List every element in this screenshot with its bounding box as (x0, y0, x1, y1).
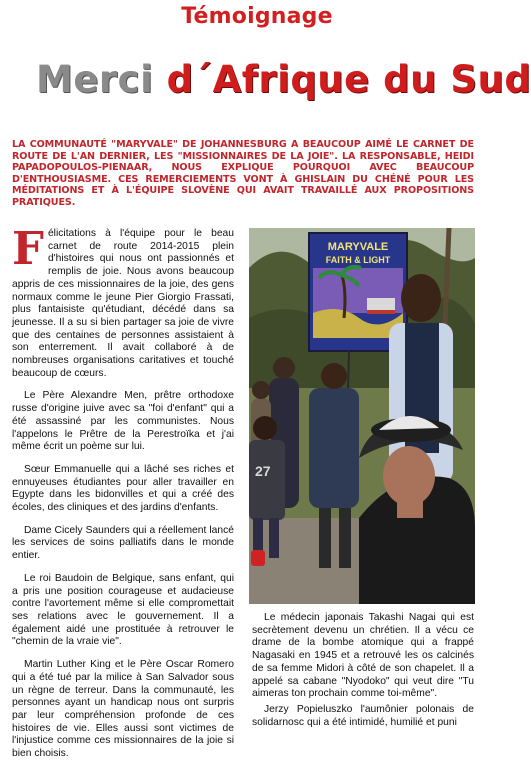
article-paragraph: Dame Cicely Saunders qui a réellement lancé les services de soins palliatifs dans le monde entier. (12, 524, 234, 562)
section-title: Témoignage (181, 4, 333, 29)
banner-line1: MARYVALE (327, 241, 389, 253)
article-title (36, 58, 531, 101)
article-paragraph: Martin Luther King et le Père Oscar Romero qui a été tué par la milice à San Salvador sous un règne de terreur. Dans la communauté, les personnes ayant un handicap nous ont surpris par leur compréhension profonde de ces histoires de vie. Elles aussi sont victimes de l'injustice comme ces missionnaires de la joie si bien choisis. (12, 659, 234, 760)
article-paragraph: Le médecin japonais Takashi Nagai qui est secrètement devenu un chrétien. Il a vécu ce drame de la bombe atomique qui a frappé Nagasaki en 1945 et a retrouvé les os calcinés de sa femme Midori à côté de son chapelet. Il a appelé sa cabane "Nyodoko" qui veut dire "Tu aimeras ton prochain comme toi-même". (252, 612, 474, 700)
title-rest: d´Afrique du Sud (166, 58, 531, 101)
article-column-right (252, 612, 474, 732)
paragraph-text: élicitations à l'équipe pour le beau carnet de route 2014-2015 plein d'histoires qui nous ont passionnés et remplis de joie. Nous avons beaucoup appris de ces missionnaires de la joie, des gens normaux comme le jeune Pier Giorgio Frassati, plus fantaisiste qu'étudiant, décédé dans sa jeunesse. Il a su si bien partager sa joie de vivre que des centaines de personnes assistaient à son enterrement. Il avait collaboré à de nombreuses organisations caritatives et touché beaucoup de cœurs. (12, 228, 234, 379)
community-photo (249, 228, 475, 604)
drop-cap: F (12, 222, 44, 275)
photo-illustration (249, 228, 475, 604)
article-paragraph: Sœur Emmanuelle qui a lâché ses riches et ennuyeuses étudiantes pour aller travailler en Egypte dans les bidonvilles et qui a créé des écoles, des cliniques et des jardins d'enfants. (12, 463, 234, 514)
article-paragraph: Jerzy Popieluszko l'aumônier polonais de solidarnosc qui a été intimidé, humilié et puni (252, 703, 474, 728)
banner-line2: FAITH & LIGHT (325, 255, 391, 265)
article-paragraph (12, 222, 234, 380)
article-paragraph: Le roi Baudoin de Belgique, sans enfant, qui a pris une position courageuse et audacieuse contre l'avortement même si elle compromettait ses relations avec le gouvernement. Il a également aidé une prostituée à retrouver le "chemin de la vraie vie". (12, 572, 234, 648)
article-paragraph: Le Père Alexandre Men, prêtre orthodoxe russe d'origine juive avec sa "foi d'enfant" qui a été assassiné par les communistes. Nous l'appelons le Prêtre de la Perestroïka et j'ai même écrit un poème sur lui. (12, 390, 234, 453)
article-column-left (12, 222, 234, 771)
svg-text:27: 27 (255, 463, 271, 479)
title-word-merci: Merci (36, 58, 154, 101)
lead-paragraph: LA COMMUNAUTÉ "MARYVALE" DE JOHANNESBURG A BEAUCOUP AIMÉ LE CARNET DE ROUTE DE L'AN DERNIER, LES "MISSIONNAIRES DE LA JOIE". LA RESPONSABLE, HEIDI PAPADOPOULOS-PIENAAR, NOUS EXPLIQUE POURQUOI AVEC BEAUCOUP D'ENTHOUSIASME. CES REMERCIEMENTS VONT À GHISLAIN DU CHÉNÉ POUR LES MÉDITATIONS ET À L'ÉQUIPE SLOVÈNE QUI AVAIT TRAVAILLÉ AUX PROPOSITIONS PRATIQUES. (12, 139, 474, 208)
